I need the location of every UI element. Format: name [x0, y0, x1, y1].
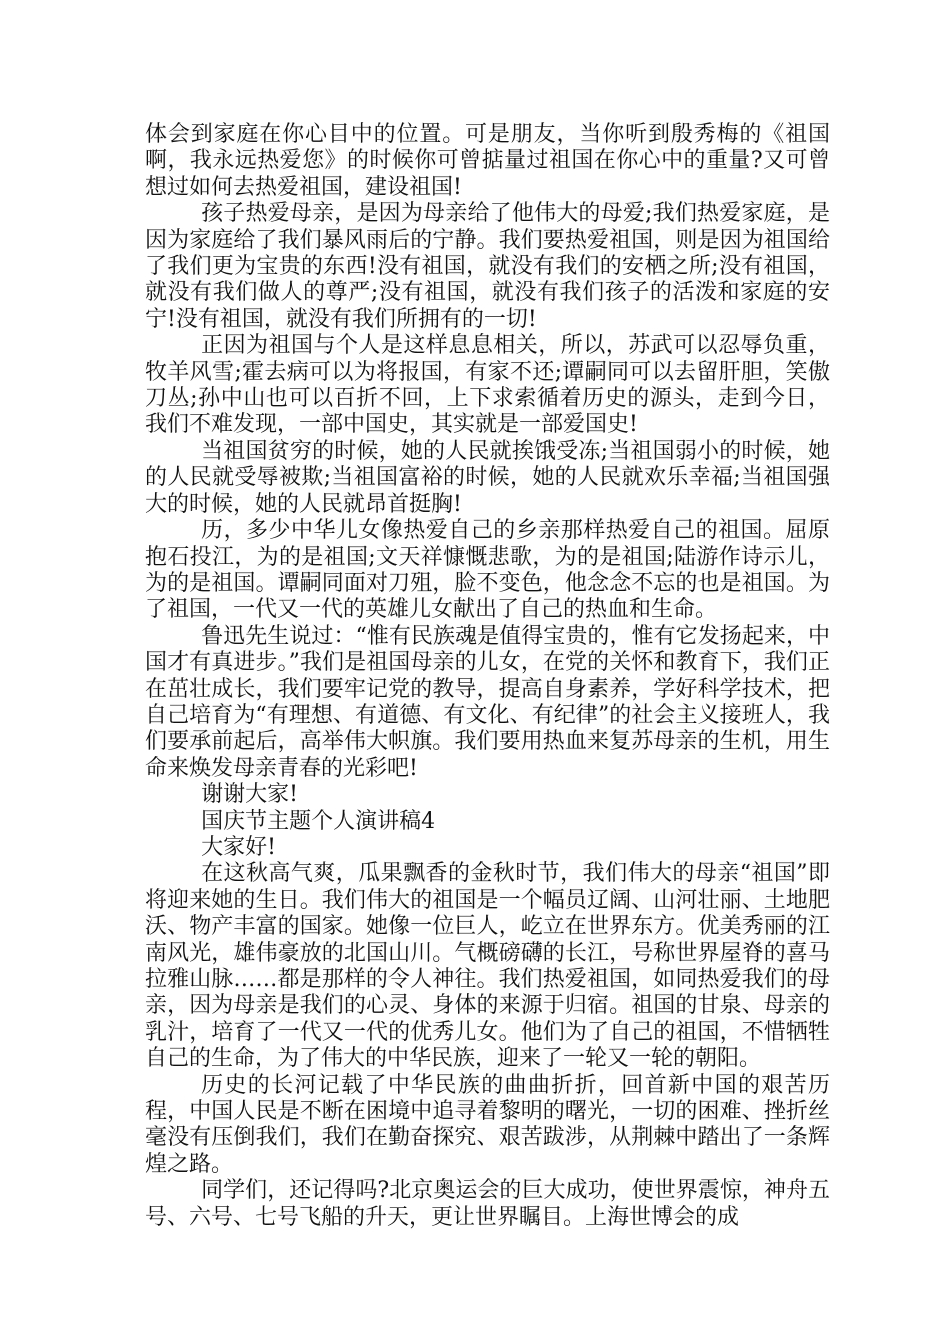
- closing-line: 谢谢大家!: [201, 782, 298, 808]
- paragraph: 在这秋高气爽，瓜果飘香的金秋时节，我们伟大的母亲“祖国”即将迎来她的生日。我们伟大的祖国是一个幅员辽阔、山河壮丽、土地肥沃、物产丰富的国家。她像一位巨人，屹立在世界东方。优美秀丽的江南风光，雄伟豪放的北国山川。气概磅礴的长江，号称世界屋脊的喜马拉雅山脉……都是那样的令人神往。我们热爱祖国，如同热爱我们的母亲，因为母亲是我们的心灵、身体的来源于归宿。祖国的甘泉、母亲的乳汁，培育了一代又一代的优秀儿女。他们为了自己的祖国，不惜牺牲自己的生命，为了伟大的中华民族，迎来了一轮又一轮的朝阳。: [145, 861, 830, 1072]
- paragraph: 孩子热爱母亲，是因为母亲给了他伟大的母爱;我们热爱家庭，是因为家庭给了我们暴风雨后的宁静。我们要热爱祖国，则是因为祖国给了我们更为宝贵的东西!没有祖国，就没有我们的安栖之所;没有祖国，就没有我们做人的尊严;没有祖国，就没有我们孩子的活泼和家庭的安宁!没有祖国，就没有我们所拥有的一切!: [145, 201, 830, 332]
- paragraph: 鲁迅先生说过：“惟有民族魂是值得宝贵的，惟有它发扬起来，中国才有真进步。”我们是祖国母亲的儿女，在党的关怀和教育下，我们正在茁壮成长，我们要牢记党的教导，提高自身素养，学好科学技术，把自己培育为“有理想、有道德、有文化、有纪律”的社会主义接班人，我们要承前起后，高举伟大帜旗。我们要用热血来复苏母亲的生机，用生命来焕发母亲青春的光彩吧!: [145, 623, 830, 781]
- document-body: [145, 122, 830, 1231]
- paragraph: 历史的长河记载了中华民族的曲曲折折，回首新中国的艰苦历程，中国人民是不断在困境中追寻着黎明的曙光，一切的困难、挫折丝毫没有压倒我们，我们在勤奋探究、艰苦跋涉，从荆棘中踏出了一条辉煌之路。: [145, 1072, 830, 1177]
- greeting-line: 大家好!: [201, 834, 276, 860]
- section-heading: 国庆节主题个人演讲稿4: [201, 808, 436, 834]
- paragraph: 同学们，还记得吗?北京奥运会的巨大成功，使世界震惊，神舟五号、六号、七号飞船的升天，更让世界瞩目。上海世博会的成: [145, 1178, 830, 1230]
- paragraph: 正因为祖国与个人是这样息息相关，所以，苏武可以忍辱负重，牧羊风雪;霍去病可以为将报国，有家不还;谭嗣同可以去留肝胆，笑傲刀丛;孙中山也可以百折不回，上下求索循着历史的源头，走到今日，我们不难发现，一部中国史，其实就是一部爱国史!: [145, 333, 830, 438]
- paragraph: 当祖国贫穷的时候，她的人民就挨饿受冻;当祖国弱小的时候，她的人民就受辱被欺;当祖国富裕的时候，她的人民就欢乐幸福;当祖国强大的时候，她的人民就昂首挺胸!: [145, 438, 830, 517]
- paragraph: 历，多少中华儿女像热爱自己的乡亲那样热爱自己的祖国。屈原抱石投江，为的是祖国;文天祥慷慨悲歌，为的是祖国;陆游作诗示儿，为的是祖国。谭嗣同面对刀殂，脸不变色，他念念不忘的也是祖国。为了祖国，一代又一代的英雄儿女献出了自己的热血和生命。: [145, 518, 830, 623]
- paragraph: 体会到家庭在你心目中的位置。可是朋友，当你听到殷秀梅的《祖国啊，我永远热爱您》的时候你可曾掂量过祖国在你心中的重量?又可曾想过如何去热爱祖国，建设祖国!: [145, 122, 830, 200]
